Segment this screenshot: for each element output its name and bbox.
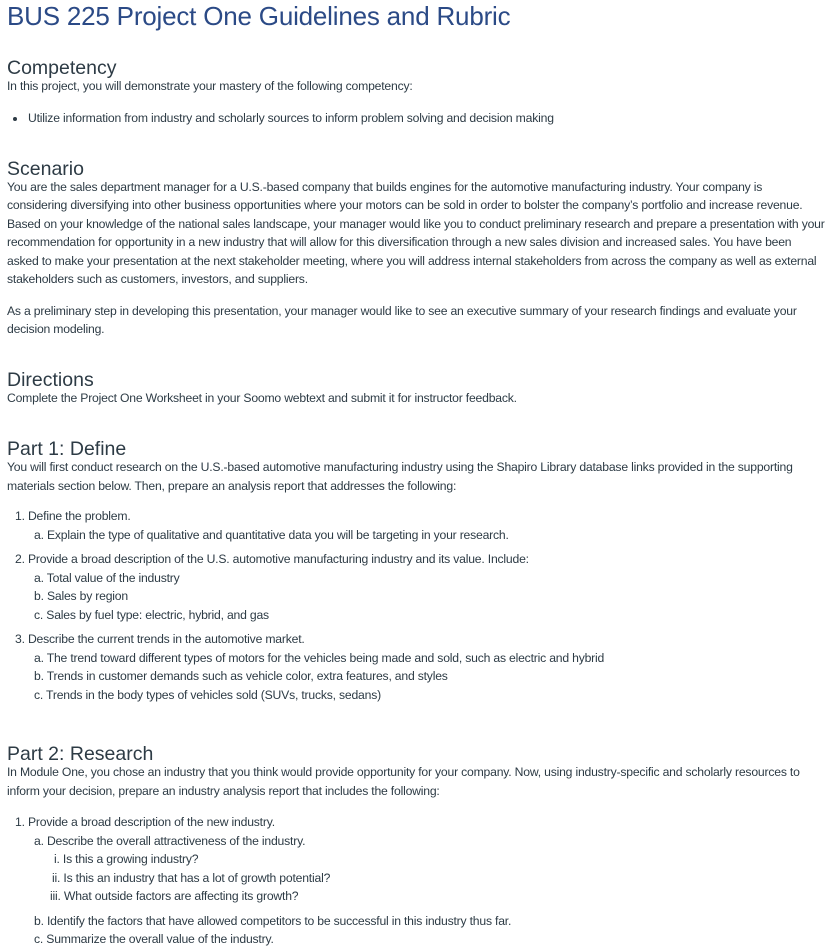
competency-intro: In this project, you will demonstrate your mastery of the following competency:: [7, 79, 413, 93]
part1-item-3b: b. Trends in customer demands such as vehicle color, extra features, and styles: [34, 669, 448, 683]
part1-section: [7, 440, 825, 704]
part2-item-1b: b. Identify the factors that have allowed competitors to be successful in this industry thus far.: [34, 913, 512, 928]
part1-heading: Part 1: Define: [7, 438, 127, 460]
part1-list: [7, 507, 825, 704]
part1-item-1: 1. Define the problem.: [15, 509, 131, 523]
scenario-heading: Scenario: [7, 157, 84, 180]
part2-list: [7, 813, 825, 949]
competency-list: [7, 109, 825, 127]
part2-item-1a-ii: ii. Is this an industry that has a lot of growth potential?: [52, 870, 331, 885]
part1-item-2b: b. Sales by region: [34, 589, 128, 603]
part2-item-1: 1. Provide a broad description of the new industry.: [15, 815, 275, 829]
part1-item-3: 3. Describe the current trends in the automotive market.: [15, 632, 305, 646]
part2-heading: Part 2: Research: [7, 743, 154, 765]
part2-item-1a-i: i. Is this a growing industry?: [54, 852, 199, 866]
part2-section: [7, 745, 825, 949]
directions-heading: Directions: [7, 368, 94, 391]
part1-item-2: 2. Provide a broad description of the U.S. automotive manufacturing industry and its value. Include:: [15, 552, 529, 566]
scenario-paragraph-2: As a preliminary step in developing this presentation, your manager would like to see an executive summary of your research findings and evaluate your decision modeling.: [7, 303, 797, 336]
part1-item-3c: c. Trends in the body types of vehicles sold (SUVs, trucks, sedans): [34, 687, 381, 702]
scenario-paragraph-1: You are the sales department manager for a U.S.-based company that builds engines for the automotive manufacturing industry. Your company is considering diversifying into other business opportunities where your motors can be sold in order to bolster the company’s portfolio and increase revenue. Based on your knowledge of the national sales landscape, your manager would like you to conduct preliminary research and prepare a presentation with your recommendation for opportunity in a new industry that will allow for this diversification through a new sales division and increased sales. You have been asked to make your presentation at the next stakeholder meeting, where you will address internal stakeholders from across the company as well as external stakeholders such as customers, investors, and suppliers.: [7, 179, 825, 286]
part1-item-1a: a. Explain the type of qualitative and quantitative data you will be targeting in your research.: [34, 527, 509, 542]
part2-item-1a: a. Describe the overall attractiveness of the industry.: [34, 833, 306, 848]
part1-item-3a: a. The trend toward different types of motors for the vehicles being made and sold, such as electric and hybrid: [34, 650, 605, 665]
part1-item-2a: a. Total value of the industry: [34, 570, 180, 585]
part2-item-1a-iii: iii. What outside factors are affecting its growth?: [50, 889, 299, 903]
directions-text: Complete the Project One Worksheet in your Soomo webtext and submit it for instructor feedback.: [7, 390, 517, 405]
competency-heading: Competency: [7, 57, 117, 79]
part2-item-1c: c. Summarize the overall value of the industry.: [34, 932, 274, 946]
page-title: BUS 225 Project One Guidelines and Rubric: [7, 1, 511, 31]
directions-section: [7, 368, 825, 408]
part2-intro: In Module One, you chose an industry that you think would provide opportunity for your company. Now, using industry-specific and scholarly resources to inform your decision, prepare an industry analysis report that includes the following:: [7, 765, 800, 798]
scenario-section: [7, 157, 825, 339]
part1-intro: You will first conduct research on the U.S.-based automotive manufacturing industry using the Shapiro Library database links provided in the supporting materials section below. Then, prepare an analysis report that addresses the following:: [7, 460, 793, 493]
competency-section: [7, 59, 825, 127]
part1-item-2c: c. Sales by fuel type: electric, hybrid, and gas: [34, 607, 269, 622]
competency-bullet: • Utilize information from industry and scholarly sources to inform problem solving and decision making: [27, 109, 825, 127]
